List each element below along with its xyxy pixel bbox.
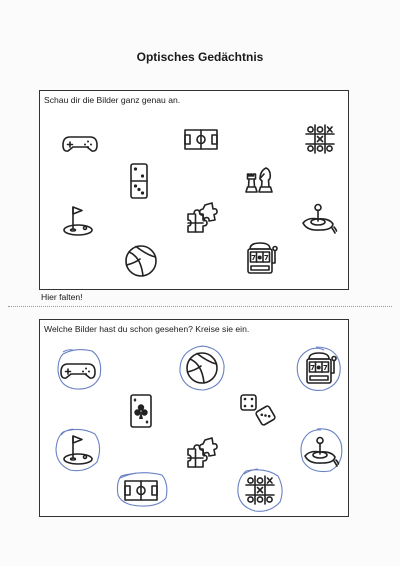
joystick-icon: [298, 197, 338, 237]
chess-pieces-icon: [238, 159, 278, 199]
beach-ball-icon: [121, 241, 161, 281]
puzzle-icon: [181, 199, 221, 239]
soccer-field-icon[interactable]: [121, 470, 161, 510]
page-title: Optisches Gedächtnis: [136, 50, 264, 64]
beach-ball-icon[interactable]: [182, 348, 222, 388]
dice-icon[interactable]: [238, 390, 278, 430]
memorize-instruction: Schau dir die Bilder ganz genau an.: [44, 95, 181, 105]
recall-panel: [39, 319, 349, 517]
fold-line: [8, 306, 392, 307]
slot-machine-icon[interactable]: [299, 349, 339, 389]
joystick-icon[interactable]: [300, 430, 340, 470]
memorize-panel: [39, 90, 349, 290]
soccer-field-icon: [181, 119, 221, 159]
gamepad-icon[interactable]: [58, 350, 98, 390]
tic-tac-toe-icon[interactable]: [240, 470, 280, 510]
puzzle-icon[interactable]: [181, 434, 221, 474]
slot-machine-icon: [240, 239, 280, 279]
recall-instruction: Welche Bilder hast du schon gesehen? Kreise sie ein.: [44, 324, 250, 334]
domino-icon: [119, 161, 159, 201]
golf-flag-icon[interactable]: [58, 430, 98, 470]
fold-label: Hier falten!: [41, 292, 83, 302]
golf-flag-icon: [58, 201, 98, 241]
tic-tac-toe-icon: [300, 119, 340, 159]
gamepad-icon: [60, 123, 100, 163]
playing-card-icon[interactable]: [121, 392, 161, 432]
